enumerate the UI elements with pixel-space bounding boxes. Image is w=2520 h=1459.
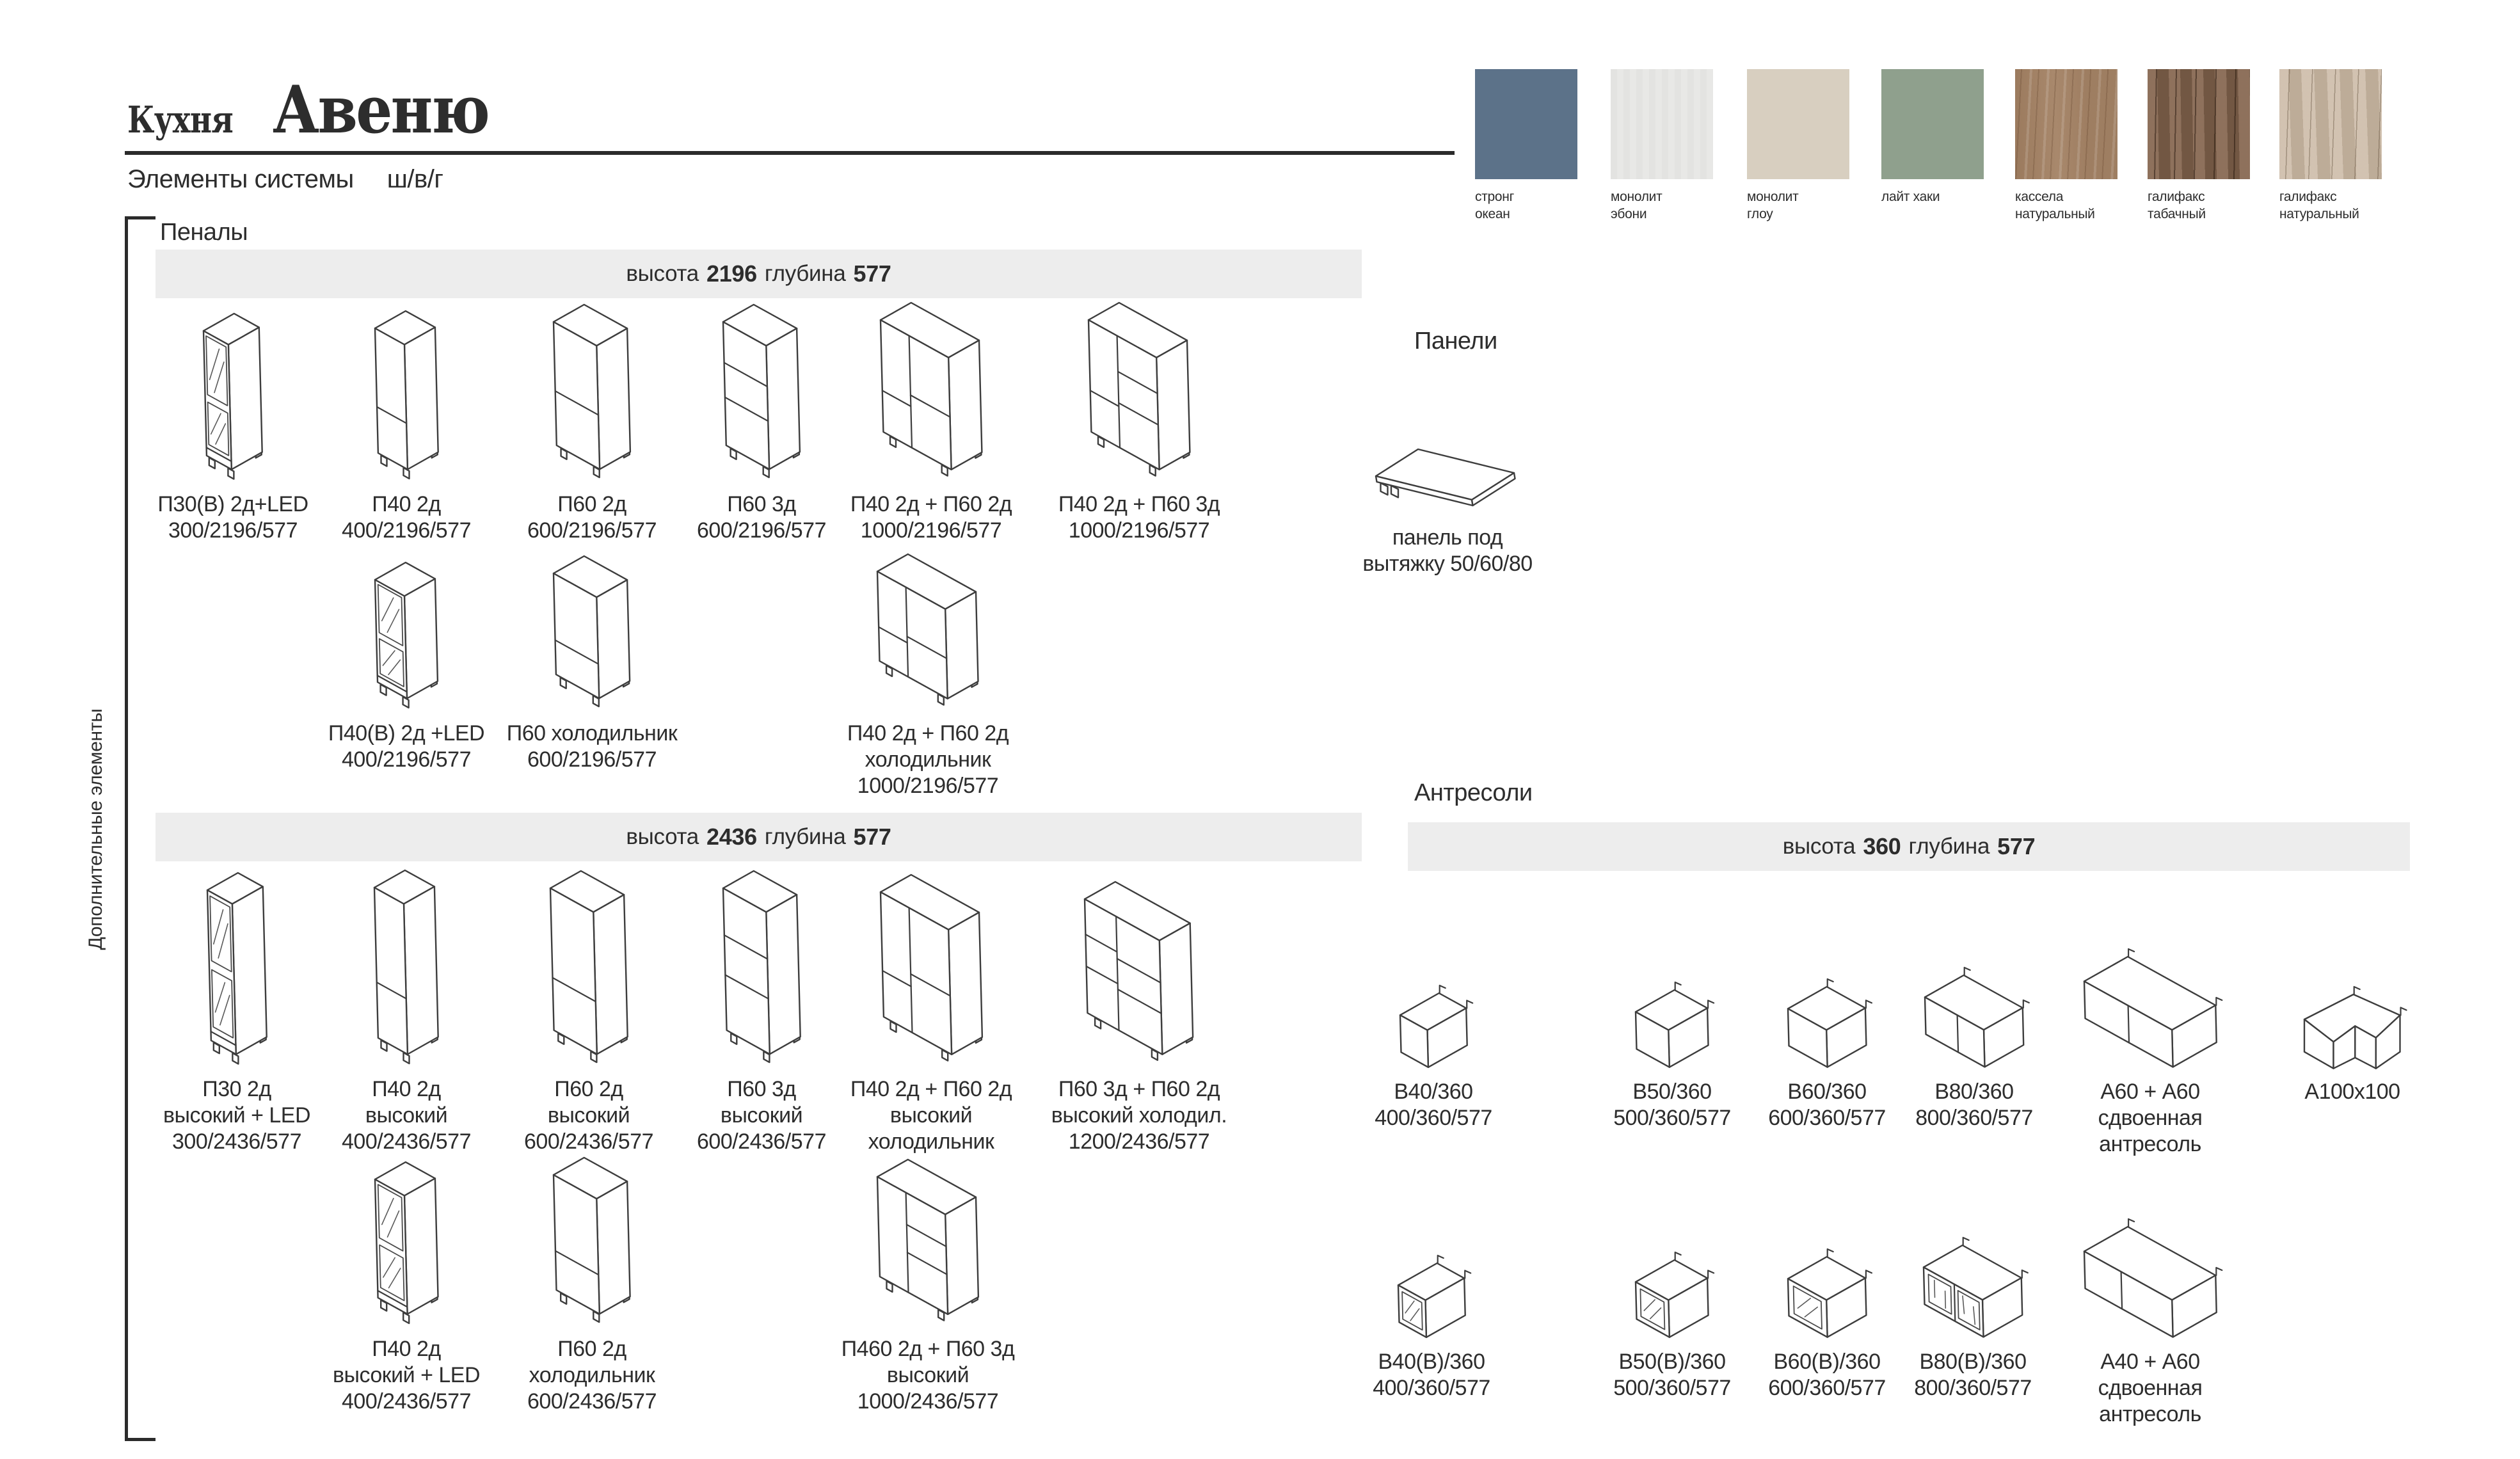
catalog-item: [1037, 299, 1241, 544]
item-dims: 300/2196/577: [168, 518, 298, 543]
item-name: В50(В)/360: [1618, 1350, 1726, 1374]
catalog-item: [490, 1171, 694, 1415]
band-label: глубина: [764, 261, 846, 286]
finish-label-line: эбони: [1611, 207, 1647, 221]
item-dims: 800/360/577: [1915, 1106, 2033, 1130]
item-name: П40 2д: [372, 1077, 441, 1101]
antresol-drawing: [1331, 970, 1536, 1074]
item-name: панель под: [1392, 525, 1503, 550]
catalog-item: [2048, 1247, 2253, 1428]
item-name: высокий: [365, 1103, 448, 1128]
band-value: 2196: [706, 260, 757, 287]
section-title-antresoli: Антресоли: [1414, 779, 1533, 806]
item-name: П40 2д + П60 2д: [847, 721, 1009, 745]
panel-drawing: [1345, 422, 1550, 520]
finish-swatch-7: [2279, 69, 2382, 223]
catalog-item: [1870, 1247, 2075, 1401]
catalog-item: [304, 567, 509, 773]
catalog-item: [825, 567, 1030, 799]
finish-label-line: монолит: [1611, 189, 1663, 204]
cabinet-drawing: [829, 872, 1033, 1071]
brand-title: [127, 72, 518, 148]
finish-swatch-5: [2015, 69, 2117, 223]
item-dims: 800/360/577: [1914, 1376, 2032, 1400]
catalog-item: [490, 567, 694, 773]
item-dims: 400/2436/577: [342, 1389, 471, 1414]
finish-label: [1881, 188, 1984, 205]
item-name: В80(В)/360: [1919, 1350, 2027, 1374]
item-dims: 600/2196/577: [527, 518, 657, 543]
item-dims: 500/360/577: [1613, 1376, 1731, 1400]
cabinet-drawing: [825, 567, 1030, 715]
finish-label: [1475, 188, 1577, 223]
item-name: высокий + LED: [163, 1103, 311, 1128]
item-dims: 1000/2196/577: [857, 774, 999, 798]
finish-color-chip: [1611, 69, 1713, 179]
item-name: А100х100: [2304, 1080, 2400, 1104]
brand-word-big: Авеню: [273, 72, 489, 148]
item-name: холодильник: [868, 1129, 994, 1154]
section-title-penaly: Пеналы: [160, 219, 248, 246]
item-name: высокий: [720, 1103, 803, 1128]
cabinet-drawing: [1037, 299, 1241, 486]
size-band-2436: [156, 813, 1362, 861]
finish-color-chip: [1475, 69, 1577, 179]
item-dims: 400/2436/577: [342, 1129, 471, 1154]
antresol-drawing: [1870, 1247, 2075, 1344]
cabinet-drawing: [304, 567, 509, 715]
system-elements-subtitle: [127, 165, 443, 194]
antresol-drawing: [2048, 970, 2253, 1074]
finish-color-chip: [1747, 69, 1849, 179]
item-name: П60 2д: [557, 492, 626, 516]
finish-label: [1747, 188, 1849, 223]
cabinet-drawing: [825, 1171, 1030, 1331]
catalog-item: [304, 872, 509, 1155]
cabinet-drawing: [490, 1171, 694, 1331]
item-name: П60 3д: [727, 492, 796, 516]
finish-label-line: монолит: [1747, 189, 1799, 204]
item-name: П60 3д + П60 2д: [1058, 1077, 1220, 1101]
finish-swatch-2: [1611, 69, 1713, 223]
corner-antresol-drawing: [2250, 970, 2455, 1074]
item-name: В40(В)/360: [1378, 1350, 1485, 1374]
catalog-item: [304, 299, 509, 544]
item-name: высокий + LED: [332, 1363, 481, 1387]
catalog-item: [1345, 422, 1550, 577]
finish-label: [1611, 188, 1713, 223]
item-name: высокий: [547, 1103, 630, 1128]
dims-key-label: ш/в/г: [387, 165, 443, 193]
finish-color-chip: [2279, 69, 2382, 179]
item-dims: 600/360/577: [1768, 1376, 1886, 1400]
item-dims: 600/2436/577: [524, 1129, 653, 1154]
item-name: В50/360: [1632, 1080, 1712, 1104]
item-name: сдвоенная антресоль: [2098, 1106, 2203, 1156]
cabinet-drawing: [1037, 872, 1241, 1071]
band-value: 577: [853, 824, 891, 850]
finish-color-chip: [2015, 69, 2117, 179]
item-dims: 600/2436/577: [697, 1129, 826, 1154]
item-name: П40 2д: [372, 1337, 441, 1361]
size-band-360: [1408, 822, 2410, 871]
finish-label-line: стронг: [1475, 189, 1514, 204]
item-dims: 1000/2196/577: [1068, 518, 1210, 543]
finish-label-line: натуральный: [2015, 207, 2095, 221]
item-name: П30 2д: [202, 1077, 271, 1101]
band-label: глубина: [1908, 834, 1990, 859]
catalog-item: [2250, 970, 2455, 1105]
catalog-item: [829, 872, 1033, 1155]
finish-label-line: галифакс: [2279, 189, 2337, 204]
section-title-paneli: Панели: [1414, 328, 1497, 355]
catalog-item: [1331, 970, 1536, 1131]
item-name: В80/360: [1934, 1080, 2014, 1104]
item-name: сдвоенная антресоль: [2098, 1376, 2203, 1426]
item-name: холодильник: [529, 1363, 655, 1387]
finish-label-line: лайт хаки: [1881, 189, 1940, 204]
cabinet-drawing: [304, 1171, 509, 1331]
finish-swatch-6: [2148, 69, 2250, 223]
item-name: П40(В) 2д +LED: [328, 721, 485, 745]
catalog-item: [2048, 970, 2253, 1158]
item-name: П60 3д: [727, 1077, 796, 1101]
cabinet-drawing: [829, 299, 1033, 486]
item-dims: 600/2436/577: [527, 1389, 657, 1414]
item-name: высокий холодил.: [1051, 1103, 1227, 1128]
antresol-drawing: [2048, 1247, 2253, 1344]
item-name: А60 + А60: [2100, 1080, 2200, 1104]
size-band-2196: [156, 250, 1362, 298]
item-name: высокий: [889, 1103, 973, 1128]
catalog-item: [829, 299, 1033, 544]
item-dims: 600/2196/577: [697, 518, 826, 543]
title-underline: [125, 151, 1455, 155]
item-dims: 400/360/577: [1375, 1106, 1492, 1130]
brand-word-small: Кухня: [127, 99, 233, 141]
item-name: высокий: [886, 1363, 969, 1387]
catalog-item: [304, 1171, 509, 1415]
item-name: П460 2д + П60 3д: [841, 1337, 1015, 1361]
finish-label: [2015, 188, 2117, 223]
finish-label: [2279, 188, 2382, 223]
item-dims: 1000/2436/577: [857, 1389, 999, 1414]
item-dims: 1200/2436/577: [1068, 1129, 1210, 1154]
item-dims: 400/360/577: [1373, 1376, 1490, 1400]
item-name: П40 2д: [372, 492, 441, 516]
item-name: П60 2д: [557, 1337, 626, 1361]
item-name: холодильник: [865, 747, 991, 772]
finish-swatch-1: [1475, 69, 1577, 223]
item-name: П40 2д + П60 2д: [850, 1077, 1012, 1101]
band-label: глубина: [764, 824, 846, 849]
finish-color-chip: [1881, 69, 1984, 179]
cabinet-drawing: [490, 567, 694, 715]
band-value: 360: [1863, 833, 1901, 859]
item-dims: 600/360/577: [1768, 1106, 1886, 1130]
item-dims: 400/2196/577: [342, 747, 471, 772]
catalog-item: [825, 1171, 1030, 1415]
system-elements-label: Элементы системы: [127, 165, 354, 193]
finish-label-line: натуральный: [2279, 207, 2359, 221]
item-name: В60(В)/360: [1773, 1350, 1881, 1374]
finish-label: [2148, 188, 2250, 223]
item-name: П60 холодильник: [506, 721, 678, 745]
item-dims: 300/2436/577: [172, 1129, 301, 1154]
finish-color-chip: [2148, 69, 2250, 179]
item-name: П40 2д + П60 3д: [1058, 492, 1220, 516]
antresol-drawing: [1872, 970, 2077, 1074]
finish-swatch-4: [1881, 69, 1984, 205]
finish-label-line: кассела: [2015, 189, 2064, 204]
band-value: 2436: [706, 824, 757, 850]
cabinet-drawing: [304, 299, 509, 486]
item-name: П30(В) 2д+LED: [157, 492, 308, 516]
finish-label-line: галифакс: [2148, 189, 2205, 204]
item-name: А40 + А60: [2100, 1350, 2200, 1374]
additional-elements-label: Дополнительные элементы: [85, 708, 106, 950]
band-label: высота: [626, 824, 699, 849]
item-name: П60 2д: [554, 1077, 623, 1101]
item-dims: 1000/2196/577: [860, 518, 1002, 543]
finish-label-line: табачный: [2148, 207, 2206, 221]
band-label: высота: [1782, 834, 1856, 859]
item-dims: 500/360/577: [1613, 1106, 1731, 1130]
antresol-drawing: [1329, 1247, 1534, 1344]
band-value: 577: [1997, 833, 2036, 859]
finish-label-line: глоу: [1747, 207, 1773, 221]
catalog-item: [1329, 1247, 1534, 1401]
finish-label-line: океан: [1475, 207, 1510, 221]
band-label: высота: [626, 261, 699, 286]
catalog-item: [1872, 970, 2077, 1131]
item-dims: 400/2196/577: [342, 518, 471, 543]
item-name: вытяжку 50/60/80: [1362, 552, 1533, 576]
catalog-item: [1037, 872, 1241, 1155]
item-dims: 600/2196/577: [527, 747, 657, 772]
item-name: П40 2д + П60 2д: [850, 492, 1012, 516]
item-name: В60/360: [1787, 1080, 1867, 1104]
item-name: В40/360: [1394, 1080, 1473, 1104]
cabinet-drawing: [304, 872, 509, 1071]
finish-swatch-3: [1747, 69, 1849, 223]
band-value: 577: [853, 260, 891, 287]
